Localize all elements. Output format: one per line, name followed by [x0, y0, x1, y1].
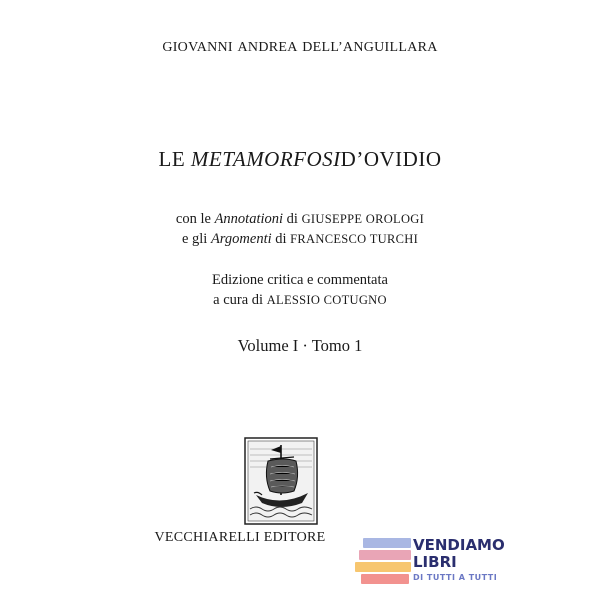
- edition-line-2: [0, 292, 600, 309]
- watermark-text-1: VENDIAMO: [413, 536, 505, 554]
- subtitle-2-person: FRANCESCO TURCHI: [290, 232, 419, 246]
- subtitle-1-work: Annotationi: [214, 211, 284, 227]
- author-last-name: DELL’ANGUILLARA: [302, 40, 438, 55]
- watermark-stripe-pink: [359, 550, 411, 560]
- watermark-stripe-yellow: [355, 562, 411, 572]
- edition-editor-name: ALESSIO COTUGNO: [266, 293, 387, 307]
- edition-line-1: Edizione critica e commentata: [212, 272, 388, 288]
- book-title: [0, 147, 600, 172]
- subtitle-2-prefix: e gli: [181, 231, 208, 247]
- title-prefix: LE: [158, 147, 186, 171]
- vendiamo-libri-watermark: [355, 536, 505, 592]
- subtitle-1-prefix: con le: [175, 211, 211, 227]
- author-middle-name: ANDREA: [237, 40, 298, 55]
- watermark-text-3: DI TUTTI A TUTTI: [413, 573, 498, 582]
- subtitle-1-person: GIUSEPPE OROLOGI: [301, 212, 425, 226]
- volume-label: Volume I · Tomo 1: [237, 336, 363, 355]
- author-first-name: GIOVANNI: [162, 40, 233, 55]
- watermark-stripe-red: [361, 574, 409, 584]
- subtitle-2-work: Argomenti: [210, 231, 272, 247]
- ship-emblem-icon: [244, 437, 318, 525]
- title-work: METAMORFOSI: [190, 147, 341, 171]
- author-line: [0, 38, 600, 56]
- title-suffix: D’OVIDIO: [340, 147, 442, 171]
- publisher-name: VECCHIARELLI EDITORE: [154, 530, 326, 545]
- subtitle-line-1: [0, 211, 600, 228]
- edition-2-prefix: a cura di: [213, 292, 264, 308]
- subtitle-2-mid: di: [275, 231, 287, 247]
- subtitle-1-mid: di: [286, 211, 298, 227]
- watermark-stripe-blue: [363, 538, 411, 548]
- subtitle-line-2: [0, 231, 600, 248]
- watermark-text-2: LIBRI: [413, 553, 457, 571]
